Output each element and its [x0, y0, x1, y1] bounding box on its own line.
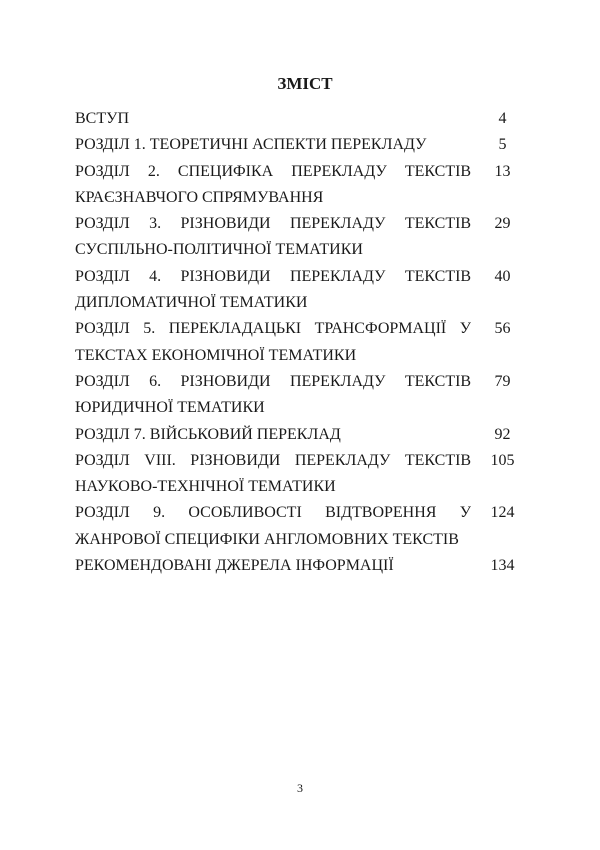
toc-entry-page: 56: [494, 320, 511, 338]
toc-entry-line: РОЗДІЛ 9. ОСОБЛИВОСТІ ВІДТВОРЕННЯ У: [75, 504, 472, 522]
toc-entry-title: [75, 132, 471, 158]
toc-entry-page: 40: [494, 267, 511, 285]
toc-entry-title: [75, 211, 471, 264]
toc-entry-page: 13: [494, 162, 511, 180]
toc-entry[interactable]: [75, 422, 530, 448]
toc-entry-title: [75, 106, 471, 132]
toc-entry-page: 92: [494, 425, 511, 443]
toc-entry-page: 4: [498, 110, 507, 127]
table-of-contents: [75, 106, 530, 579]
toc-entry-line: РОЗДІЛ 6. РІЗНОВИДИ ПЕРЕКЛАДУ ТЕКСТІВ: [75, 372, 472, 390]
page-title: ЗМІСТ: [277, 74, 333, 93]
toc-entry[interactable]: [75, 500, 530, 553]
toc-entry-page: 134: [490, 557, 515, 575]
toc-entry-title: [75, 159, 471, 212]
toc-entry-line: КРАЄЗНАВЧОГО СПРЯМУВАННЯ: [75, 188, 324, 206]
toc-entry-line: РЕКОМЕНДОВАНІ ДЖЕРЕЛА ІНФОРМАЦІЇ: [75, 557, 394, 575]
toc-entry-line: ВСТУП: [75, 110, 129, 127]
toc-entry-line: НАУКОВО-ТЕХНІЧНОЇ ТЕМАТИКИ: [75, 478, 336, 496]
toc-entry-line: ТЕКСТАХ ЕКОНОМІЧНОЇ ТЕМАТИКИ: [75, 346, 357, 364]
toc-entry[interactable]: [75, 553, 530, 579]
toc-entry[interactable]: [75, 448, 530, 501]
toc-entry-page: 29: [494, 215, 511, 233]
toc-entry-page: 105: [490, 451, 515, 469]
toc-entry-line: РОЗДІЛ 2. СПЕЦИФІКА ПЕРЕКЛАДУ ТЕКСТІВ: [75, 162, 472, 180]
toc-entry-line: РОЗДІЛ 3. РІЗНОВИДИ ПЕРЕКЛАДУ ТЕКСТІВ: [75, 215, 472, 233]
page-number: 3: [297, 781, 303, 795]
toc-entry-line: РОЗДІЛ VIII. РІЗНОВИДИ ПЕРЕКЛАДУ ТЕКСТІВ: [75, 451, 472, 469]
toc-entry-line: РОЗДІЛ 4. РІЗНОВИДИ ПЕРЕКЛАДУ ТЕКСТІВ: [75, 267, 472, 285]
toc-entry-line: ЮРИДИЧНОЇ ТЕМАТИКИ: [75, 399, 265, 417]
toc-entry-page: 5: [498, 136, 507, 154]
toc-entry[interactable]: [75, 132, 530, 158]
toc-entry-line: СУСПІЛЬНО-ПОЛІТИЧНОЇ ТЕМАТИКИ: [75, 241, 363, 259]
toc-entry-page: 124: [490, 504, 515, 522]
toc-entry-line: РОЗДІЛ 7. ВІЙСЬКОВИЙ ПЕРЕКЛАД: [75, 425, 341, 443]
toc-entry-title: [75, 448, 471, 501]
toc-entry[interactable]: [75, 106, 530, 132]
toc-entry-page: 79: [494, 372, 511, 390]
toc-entry-line: РОЗДІЛ 5. ПЕРЕКЛАДАЦЬКІ ТРАНСФОРМАЦІЇ У: [75, 320, 472, 338]
toc-entry[interactable]: [75, 264, 530, 317]
toc-entry-line: РОЗДІЛ 1. ТЕОРЕТИЧНІ АСПЕКТИ ПЕРЕКЛАДУ: [75, 136, 427, 154]
toc-entry-line: ЖАНРОВОЇ СПЕЦИФІКИ АНГЛОМОВНИХ ТЕКСТІВ: [75, 530, 459, 548]
toc-entry-title: [75, 422, 471, 448]
toc-entry[interactable]: [75, 316, 530, 369]
toc-entry-title: [75, 316, 471, 369]
toc-entry-title: [75, 500, 471, 553]
toc-entry-title: [75, 553, 471, 579]
toc-entry-line: ДИПЛОМАТИЧНОЇ ТЕМАТИКИ: [75, 294, 308, 312]
toc-entry-title: [75, 369, 471, 422]
toc-entry[interactable]: [75, 211, 530, 264]
toc-entry[interactable]: [75, 159, 530, 212]
toc-entry-title: [75, 264, 471, 317]
toc-entry[interactable]: [75, 369, 530, 422]
